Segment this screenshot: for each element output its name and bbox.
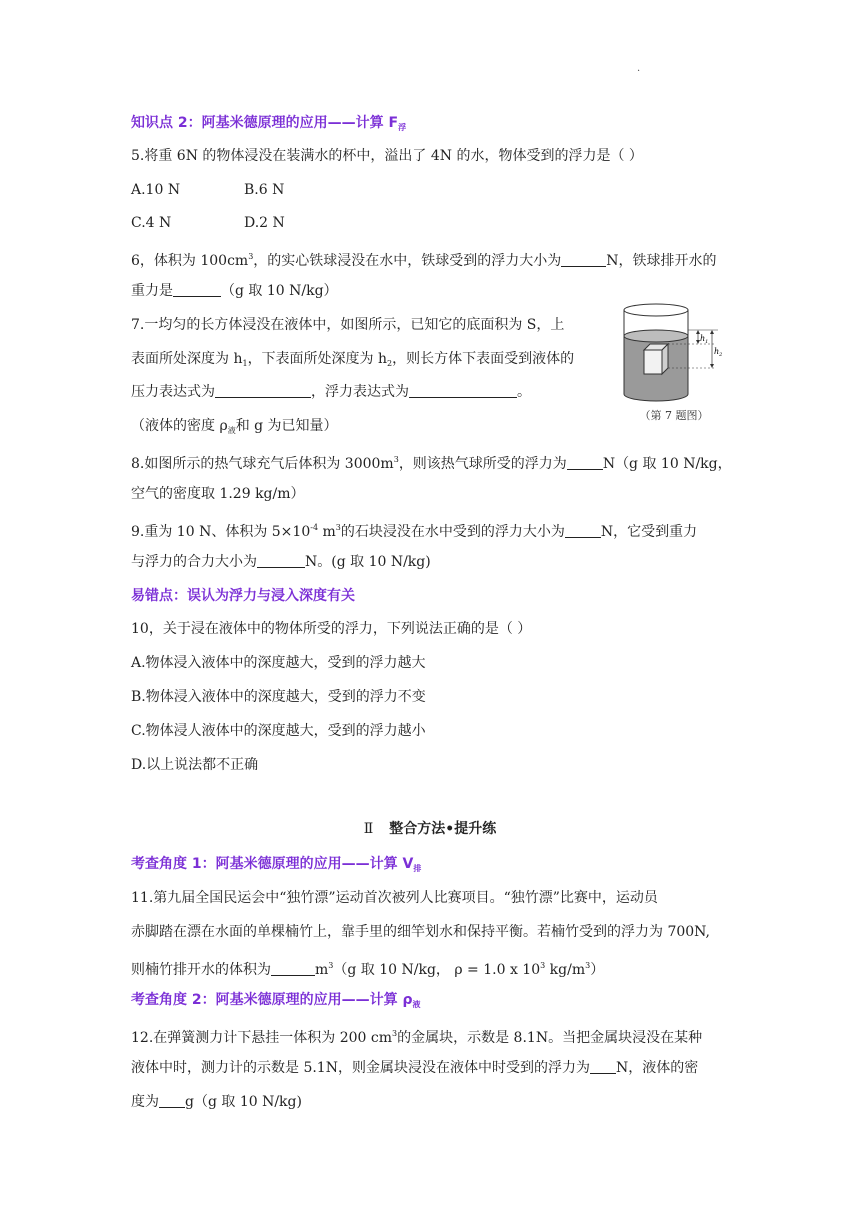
question-5-option-d: D.2 N bbox=[244, 215, 285, 231]
answer-blank-8[interactable] bbox=[567, 455, 603, 470]
question-12-line-1 bbox=[131, 1024, 702, 1048]
question-12-text-a: 12.在弹簧测力计下悬挂一体积为 200 cm bbox=[131, 1030, 393, 1046]
question-10-option-a: A.物体浸入液体中的深度越大，受到的浮力越大 bbox=[131, 655, 426, 671]
answer-blank-6a[interactable] bbox=[561, 252, 606, 267]
liquid-surface bbox=[624, 330, 688, 342]
angle-1-subscript: 排 bbox=[413, 864, 422, 873]
question-5-option-c: C.4 N bbox=[131, 215, 172, 231]
question-9-sup-1: -4 bbox=[310, 523, 319, 532]
question-11-line-2: 赤脚踏在漂在水面的单棵楠竹上，靠手里的细竿划水和保持平衡。若楠竹受到的浮力为 700N, bbox=[131, 924, 710, 940]
question-8-line-2: 空气的密度取 1.29 kg/m） bbox=[131, 486, 305, 502]
answer-blank-6b[interactable] bbox=[173, 282, 221, 297]
question-10-option-d: D.以上说法都不正确 bbox=[131, 757, 259, 773]
question-12-line-2 bbox=[131, 1058, 698, 1078]
answer-blank-9a[interactable] bbox=[565, 523, 601, 538]
angle-2-title: 考查角度 2：阿基米德原理的应用——计算 ρ bbox=[131, 992, 413, 1008]
knowledge-point-2-subscript: 浮 bbox=[398, 123, 407, 132]
question-7-text-e: ，浮力表达式为 bbox=[311, 384, 409, 400]
question-5-options-row-1 bbox=[131, 180, 284, 200]
question-7-sub-1: 1 bbox=[242, 359, 248, 368]
question-7-line-1: 7.一均匀的长方体浸没在液体中，如图所示，已知它的底面积为 S，上 bbox=[131, 317, 565, 333]
question-9-line-2 bbox=[131, 552, 431, 572]
question-6-text-c: N，铁球排开水的 bbox=[606, 253, 717, 269]
question-11-sup-2: 3 bbox=[540, 961, 546, 970]
question-11-line-1: 11.第九届全国民运会中“独竹漂”运动首次被列人比赛项目。“独竹漂”比赛中，运动员 bbox=[131, 890, 658, 906]
angle-2-subscript: 液 bbox=[412, 1000, 421, 1009]
question-11-sup-3: 3 bbox=[585, 961, 591, 970]
question-9-sup-2: 3 bbox=[335, 523, 341, 532]
question-7-line-2 bbox=[131, 349, 574, 374]
question-7-text-h: 和 g 为已知量） bbox=[235, 418, 338, 434]
question-12-text-d: N，液体的密 bbox=[615, 1060, 699, 1076]
question-9-text-d: N，它受到重力 bbox=[600, 524, 698, 540]
question-6-line-2 bbox=[131, 281, 338, 301]
question-9-text-e: 与浮力的合力大小为 bbox=[131, 554, 257, 570]
question-10-option-c: C.物体浸人液体中的深度越大，受到的浮力越小 bbox=[131, 723, 426, 739]
question-12-line-3 bbox=[131, 1092, 302, 1112]
answer-blank-12a[interactable] bbox=[590, 1059, 616, 1074]
angle-1-heading bbox=[131, 854, 421, 879]
answer-blank-9b[interactable] bbox=[257, 553, 305, 568]
question-7-text-f: 。 bbox=[517, 384, 531, 400]
question-5-option-b: B.6 N bbox=[244, 182, 285, 198]
question-8-line-1 bbox=[131, 450, 732, 474]
question-8-text-a: 8.如图所示的热气球充气后体积为 3000m bbox=[131, 456, 394, 472]
question-7-sub-2: 2 bbox=[387, 359, 393, 368]
question-11-line-3 bbox=[131, 956, 604, 980]
answer-blank-7b[interactable] bbox=[409, 383, 517, 398]
angle-1-title: 考查角度 1：阿基米德原理的应用——计算 V bbox=[131, 856, 414, 872]
question-11-text-a: 则楠竹排开水的体积为 bbox=[131, 962, 271, 978]
question-9-text-f: N。(g 取 10 N/kg) bbox=[305, 554, 431, 570]
error-prone-heading: 易错点：误认为浮力与浸入深度有关 bbox=[131, 588, 355, 604]
question-6-text-e: （g 取 10 N/kg） bbox=[221, 283, 338, 299]
figure-caption: （第 7 题图） bbox=[639, 409, 709, 422]
question-8-text-c: N（g 取 10 N/kg， bbox=[602, 456, 732, 472]
answer-blank-11[interactable] bbox=[271, 961, 315, 976]
question-7-text-b: ，下表面所处深度为 h bbox=[247, 351, 388, 367]
section-2-numeral: Ⅱ bbox=[363, 821, 374, 837]
question-7-text-c: ，则长方体下表面受到液体的 bbox=[392, 351, 575, 367]
question-5-option-a: A.10 N bbox=[131, 182, 181, 198]
knowledge-point-2-heading bbox=[131, 113, 406, 138]
question-11-text-e: ） bbox=[590, 962, 605, 978]
section-2-heading bbox=[0, 819, 860, 839]
question-9-text-b: m bbox=[318, 524, 336, 540]
question-7-text-d: 压力表达式为 bbox=[131, 384, 215, 400]
h1-label: $h_1$ bbox=[700, 334, 709, 345]
question-11-sup-1: 3 bbox=[328, 961, 334, 970]
question-11-text-c: （g 取 10 N/kg， ρ = 1.0 x 10 bbox=[333, 962, 541, 978]
beaker-diagram bbox=[614, 300, 732, 410]
question-7-text-a: 表面所处深度为 h bbox=[131, 351, 243, 367]
beaker-rim bbox=[624, 304, 688, 316]
question-5: 5.将重 6N 的物体浸没在装满水的杯中，溢出了 4N 的水，物体受到的浮力是（ ） bbox=[131, 148, 643, 164]
question-5-options-row-2 bbox=[131, 213, 285, 233]
question-12-sup: 3 bbox=[392, 1029, 398, 1038]
question-12-text-b: 的金属块，示数是 8.1N。当把金属块浸没在某种 bbox=[397, 1030, 703, 1046]
question-6-text-a: 6，体积为 100cm bbox=[131, 253, 249, 269]
answer-blank-12b[interactable] bbox=[159, 1093, 185, 1108]
question-7-text-g: （液体的密度 ρ bbox=[131, 418, 228, 434]
question-8-sup: 3 bbox=[393, 455, 399, 464]
question-6-text-b: ，的实心铁球浸没在水中，铁球受到的浮力大小为 bbox=[253, 253, 562, 269]
question-12-text-e: 度为 bbox=[131, 1094, 159, 1110]
knowledge-point-2-title: 知识点 2：阿基米德原理的应用——计算 F bbox=[131, 115, 399, 131]
question-9-text-a: 9.重为 10 N、体积为 5×10 bbox=[131, 524, 311, 540]
angle-2-heading bbox=[131, 990, 421, 1015]
cuboid-side bbox=[662, 344, 668, 374]
question-7-line-4 bbox=[131, 416, 338, 441]
cuboid-front bbox=[644, 350, 662, 374]
question-12-text-c: 液体中时，测力计的示数是 5.1N，则金属块浸没在液体中时受到的浮力为 bbox=[131, 1060, 590, 1076]
h2-arrowhead-bottom bbox=[710, 364, 714, 368]
h2-label: $h_2$ bbox=[714, 347, 723, 358]
question-9-text-c: 的石块浸没在水中受到的浮力大小为 bbox=[340, 524, 565, 540]
question-11-text-b: m bbox=[315, 962, 329, 978]
h2-arrowhead-top bbox=[710, 330, 714, 334]
question-6-sup: 3 bbox=[248, 252, 254, 261]
question-8-text-b: ，则该热气球所受的浮力为 bbox=[398, 456, 567, 472]
question-10: 10，关于浸在液体中的物体所受的浮力，下列说法正确的是（ ） bbox=[131, 621, 532, 637]
section-2-title: 整合方法•提升练 bbox=[389, 821, 497, 837]
question-10-option-b: B.物体浸入液体中的深度越大，受到的浮力不变 bbox=[131, 689, 426, 705]
question-6-line-1 bbox=[131, 247, 717, 271]
answer-blank-7a[interactable] bbox=[215, 383, 311, 398]
question-11-text-d: kg/m bbox=[545, 962, 586, 978]
question-9-line-1 bbox=[131, 518, 697, 542]
question-7-line-3 bbox=[131, 382, 531, 402]
question-7-sub-3: 液 bbox=[227, 426, 236, 435]
question-6-text-d: 重力是 bbox=[131, 283, 173, 299]
header-dot: · bbox=[637, 66, 641, 77]
question-12-text-f: g（g 取 10 N/kg) bbox=[185, 1094, 302, 1110]
